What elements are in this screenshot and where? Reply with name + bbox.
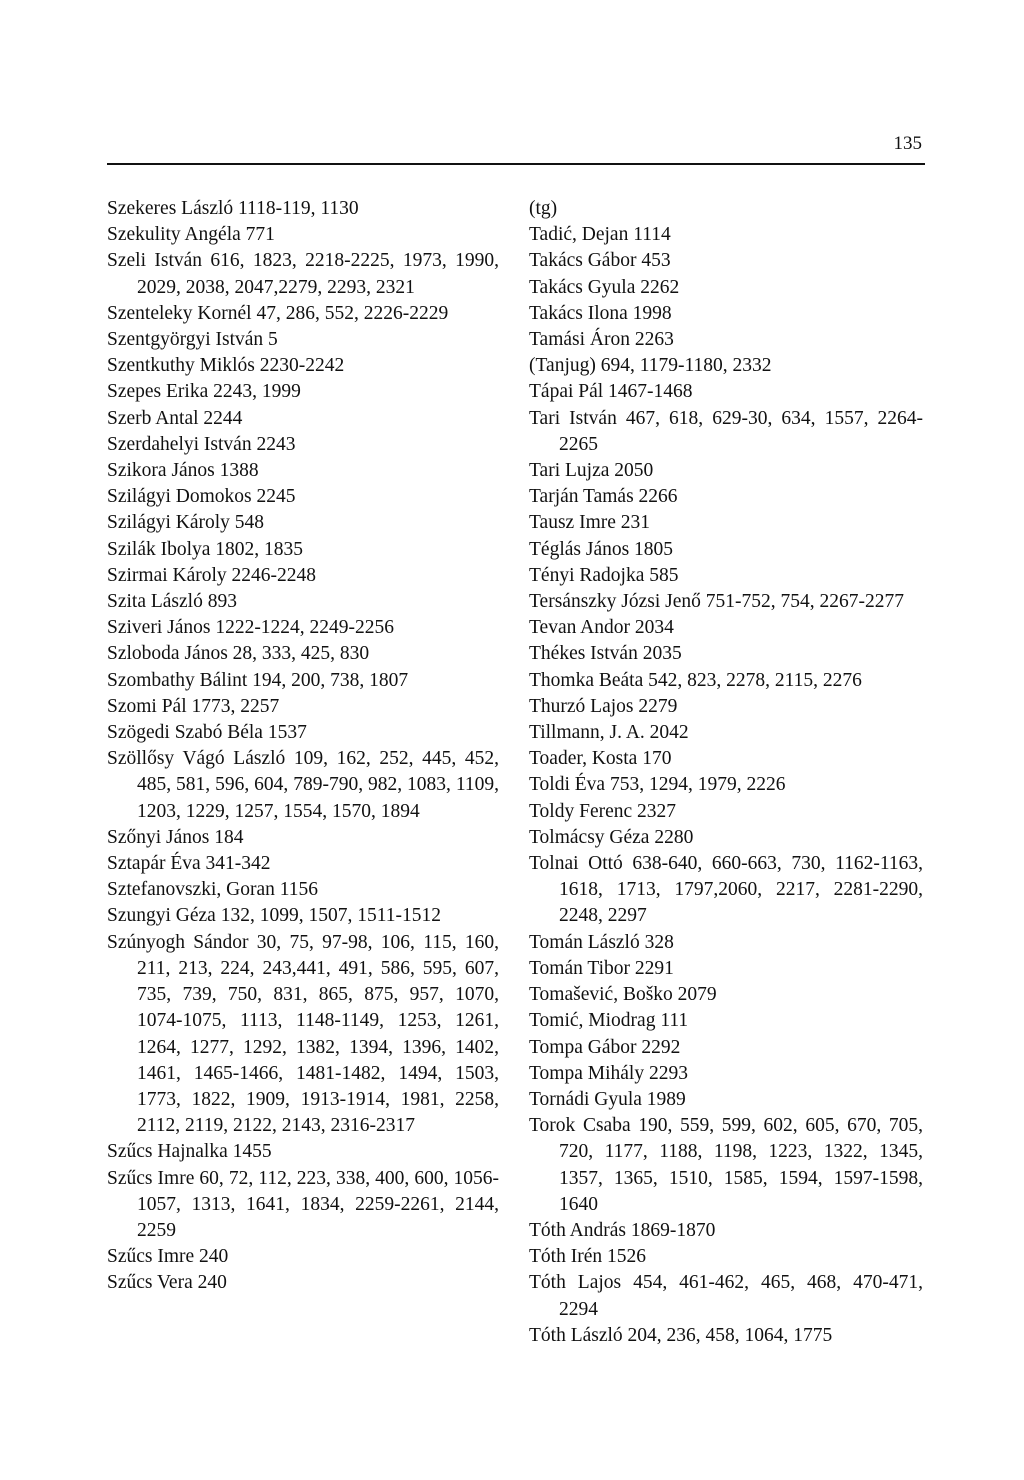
index-entry: Szűcs Imre 60, 72, 112, 223, 338, 400, 600, 1056-1057, 1313, 1641, 1834, 2259-2261, 2144, 2259 bbox=[107, 1167, 499, 1241]
index-entry: Tomán László 328 bbox=[529, 931, 674, 953]
index-entry: Tillmann, J. A. 2042 bbox=[529, 722, 689, 744]
index-entry: Szentkuthy Miklós 2230-2242 bbox=[107, 355, 345, 377]
index-entry: Szekeres László 1118-119, 1130 bbox=[107, 198, 359, 219]
index-entry: Szirmai Károly 2246-2248 bbox=[107, 564, 317, 586]
index-entry: Tari Lujza 2050 bbox=[529, 460, 654, 482]
index-entry: Téglás János 1805 bbox=[529, 538, 674, 560]
index-entry: Szita László 893 bbox=[107, 591, 237, 613]
index-entry: Thurzó Lajos 2279 bbox=[529, 695, 678, 717]
index-column-left bbox=[107, 196, 499, 1297]
index-entry: Szilágyi Domokos 2245 bbox=[107, 486, 296, 508]
index-entry: Szűcs Hajnalka 1455 bbox=[107, 1141, 272, 1163]
index-entry: (tg) bbox=[529, 198, 558, 219]
index-entry: Tadić, Dejan 1114 bbox=[529, 224, 671, 246]
index-entry: Tolmácsy Géza 2280 bbox=[529, 826, 694, 848]
index-entry: Torok Csaba 190, 559, 599, 602, 605, 670, 705, 720, 1177, 1188, 1198, 1223, 1322, 1345, 1357, 1365, 1510, 1585, 1594, 1597-1598, 1640 bbox=[529, 1115, 923, 1215]
index-entry: Szerdahelyi István 2243 bbox=[107, 433, 296, 455]
index-entry: Szilák Ibolya 1802, 1835 bbox=[107, 538, 304, 560]
index-entry: Szomi Pál 1773, 2257 bbox=[107, 695, 280, 717]
index-entry: Szőnyi János 184 bbox=[107, 826, 244, 848]
index-entry: Tausz Imre 231 bbox=[529, 512, 651, 534]
index-entry: Szepes Erika 2243, 1999 bbox=[107, 381, 301, 403]
index-entry: Tarján Tamás 2266 bbox=[529, 486, 678, 508]
index-entry: Tornádi Gyula 1989 bbox=[529, 1088, 686, 1110]
index-entry: Szúnyogh Sándor 30, 75, 97-98, 106, 115, 160, 211, 213, 224, 243,441, 491, 586, 595, 607, 735, 739, 750, 831, 865, 875, 957, 1070, 1074-1075, 1113, 1148-1149, 1253, 1261, 1264, 1277, 1292, 1382, 1394, 1396, 1402, 1461, 1465-1466, 1481-1482, 1494, 1503, 1773, 1822, 1909, 1913-1914, 1981, 2258, 2112, 2119, 2122, 2143, 2316-2317 bbox=[107, 931, 499, 1137]
index-entry: Tolnai Ottó 638-640, 660-663, 730, 1162-1163, 1618, 1713, 1797,2060, 2217, 2281-2290, 2248, 2297 bbox=[529, 853, 923, 927]
index-entry: Tersánszky Józsi Jenő 751-752, 754, 2267-2277 bbox=[529, 591, 905, 613]
index-entry: Tompa Gábor 2292 bbox=[529, 1036, 681, 1058]
index-entry: Tóth László 204, 236, 458, 1064, 1775 bbox=[529, 1324, 833, 1346]
index-entry: Tápai Pál 1467-1468 bbox=[529, 381, 693, 403]
index-entry: Szeli István 616, 1823, 2218-2225, 1973, 1990, 2029, 2038, 2047,2279, 2293, 2321 bbox=[107, 250, 499, 298]
index-entry: Toader, Kosta 170 bbox=[529, 748, 672, 770]
header-rule bbox=[107, 163, 925, 165]
index-entry: Tari István 467, 618, 629-30, 634, 1557, 2264-2265 bbox=[529, 407, 923, 455]
index-entry: Szűcs Imre 240 bbox=[107, 1246, 229, 1268]
index-entry: Szerb Antal 2244 bbox=[107, 407, 243, 429]
index-entry: Toldy Ferenc 2327 bbox=[529, 800, 677, 822]
index-entry: Takács Gábor 453 bbox=[529, 250, 671, 272]
index-entry: Tomašević, Boško 2079 bbox=[529, 984, 717, 1006]
index-entry: Szentgyörgyi István 5 bbox=[107, 329, 278, 351]
index-entry: Szloboda János 28, 333, 425, 830 bbox=[107, 643, 370, 665]
index-entry: Toldi Éva 753, 1294, 1979, 2226 bbox=[529, 774, 786, 796]
index-entry: Tényi Radojka 585 bbox=[529, 564, 679, 586]
index-entry: Szikora János 1388 bbox=[107, 460, 259, 482]
index-column-right bbox=[529, 196, 923, 1349]
index-entry: Tóth Irén 1526 bbox=[529, 1246, 646, 1268]
index-entry: Tomić, Miodrag 111 bbox=[529, 1010, 689, 1032]
index-entry: (Tanjug) 694, 1179-1180, 2332 bbox=[529, 355, 772, 377]
index-entry: Sztapár Éva 341-342 bbox=[107, 853, 271, 875]
index-entry: Tomán Tibor 2291 bbox=[529, 957, 674, 979]
index-entry: Szombathy Bálint 194, 200, 738, 1807 bbox=[107, 669, 409, 691]
index-entry: Sziveri János 1222-1224, 2249-2256 bbox=[107, 617, 395, 639]
index-entry: Szungyi Géza 132, 1099, 1507, 1511-1512 bbox=[107, 905, 441, 927]
index-entry: Thékes István 2035 bbox=[529, 643, 682, 665]
index-entry: Szögedi Szabó Béla 1537 bbox=[107, 722, 307, 744]
index-entry: Szilágyi Károly 548 bbox=[107, 512, 265, 534]
index-entry: Tóth Lajos 454, 461-462, 465, 468, 470-471, 2294 bbox=[529, 1272, 923, 1320]
index-entry: Thomka Beáta 542, 823, 2278, 2115, 2276 bbox=[529, 669, 862, 691]
index-entry: Tompa Mihály 2293 bbox=[529, 1062, 688, 1084]
page-number: 135 bbox=[893, 133, 922, 154]
index-entry: Takács Gyula 2262 bbox=[529, 276, 680, 298]
index-entry: Szöllősy Vágó László 109, 162, 252, 445, 452, 485, 581, 596, 604, 789-790, 982, 1083, 1109, 1203, 1229, 1257, 1554, 1570, 1894 bbox=[107, 748, 499, 822]
index-entry: Szenteleky Kornél 47, 286, 552, 2226-2229 bbox=[107, 302, 449, 324]
index-entry: Takács Ilona 1998 bbox=[529, 302, 672, 324]
index-entry: Szűcs Vera 240 bbox=[107, 1272, 227, 1294]
index-entry: Szekulity Angéla 771 bbox=[107, 224, 275, 246]
index-entry: Tóth András 1869-1870 bbox=[529, 1219, 716, 1241]
index-entry: Tamási Áron 2263 bbox=[529, 329, 674, 351]
index-entry: Tevan Andor 2034 bbox=[529, 617, 674, 639]
index-entry: Sztefanovszki, Goran 1156 bbox=[107, 879, 319, 901]
